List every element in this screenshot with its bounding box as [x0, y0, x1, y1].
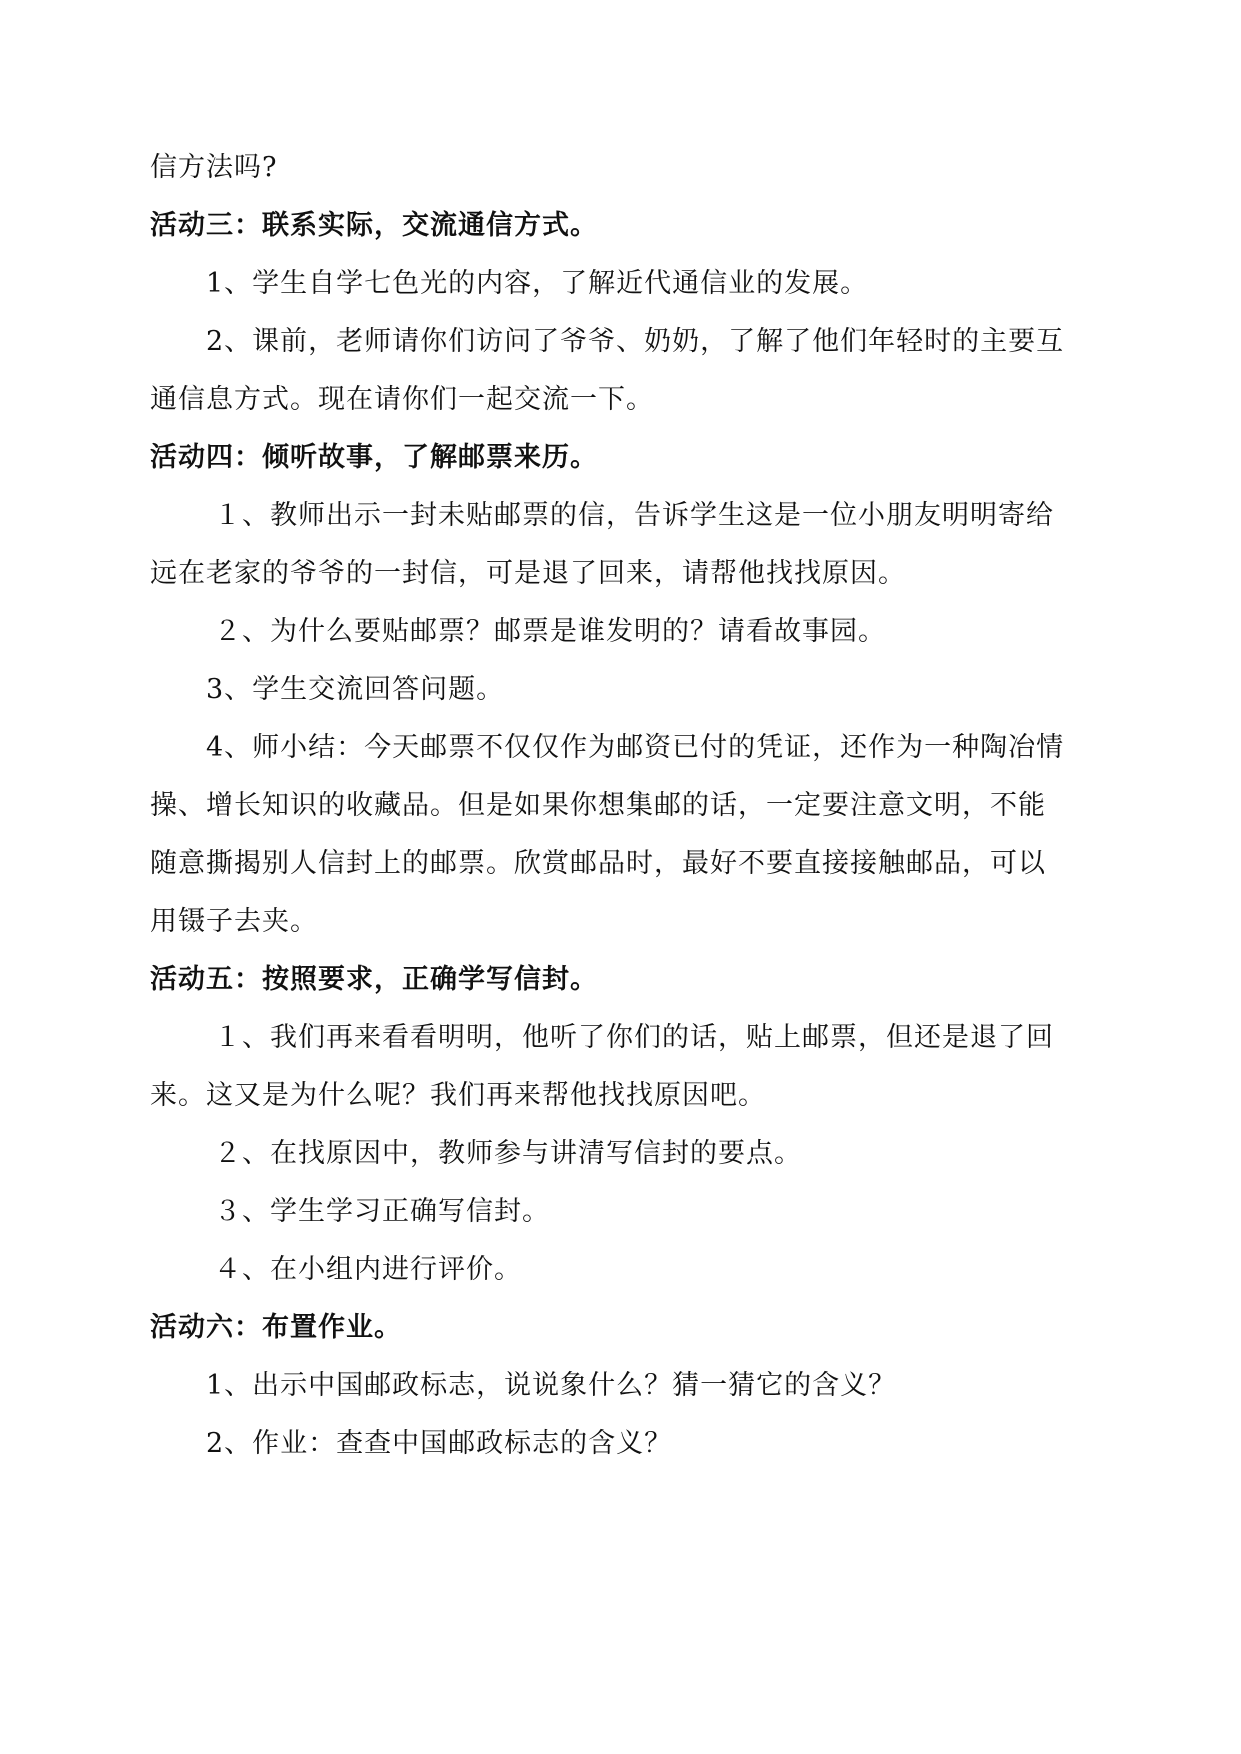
section-heading-activity-4: 活动四：倾听故事，了解邮票来历。	[150, 442, 598, 473]
list-item: 2、作业：查查中国邮政标志的含义？	[206, 1428, 673, 1459]
list-item: ２、为什么要贴邮票？邮票是谁发明的？请看故事园。	[214, 616, 886, 647]
section-heading-activity-5: 活动五：按照要求，正确学写信封。	[150, 964, 598, 995]
paragraph-text: 用镊子去夹。	[150, 906, 318, 937]
paragraph-text: 远在老家的爷爷的一封信，可是退了回来，请帮他找找原因。	[150, 558, 906, 589]
list-item: ２、在找原因中，教师参与讲清写信封的要点。	[214, 1138, 802, 1169]
paragraph-text: 操、增长知识的收藏品。但是如果你想集邮的话，一定要注意文明，不能	[150, 790, 1046, 821]
paragraph-text: 随意撕揭别人信封上的邮票。欣赏邮品时，最好不要直接接触邮品，可以	[150, 848, 1046, 879]
list-item: １、教师出示一封未贴邮票的信，告诉学生这是一位小朋友明明寄给	[214, 500, 1054, 531]
paragraph-text: 来。这又是为什么呢？我们再来帮他找找原因吧。	[150, 1080, 766, 1111]
list-item: 1、出示中国邮政标志，说说象什么？猜一猜它的含义？	[206, 1370, 897, 1401]
list-item: 2、课前，老师请你们访问了爷爷、奶奶，了解了他们年轻时的主要互	[206, 326, 1065, 357]
paragraph-text: 通信息方式。现在请你们一起交流一下。	[150, 384, 654, 415]
list-item: 3、学生交流回答问题。	[206, 674, 505, 705]
paragraph-continuation: 信方法吗?	[150, 152, 278, 183]
section-heading-activity-6: 活动六：布置作业。	[150, 1312, 402, 1343]
section-heading-activity-3: 活动三：联系实际，交流通信方式。	[150, 210, 598, 241]
list-item: 1、学生自学七色光的内容，了解近代通信业的发展。	[206, 268, 869, 299]
list-item: ４、在小组内进行评价。	[214, 1254, 522, 1285]
list-item: １、我们再来看看明明，他听了你们的话，贴上邮票，但还是退了回	[214, 1022, 1054, 1053]
list-item: ３、学生学习正确写信封。	[214, 1196, 550, 1227]
list-item: 4、师小结：今天邮票不仅仅作为邮资已付的凭证，还作为一种陶冶情	[206, 732, 1065, 763]
